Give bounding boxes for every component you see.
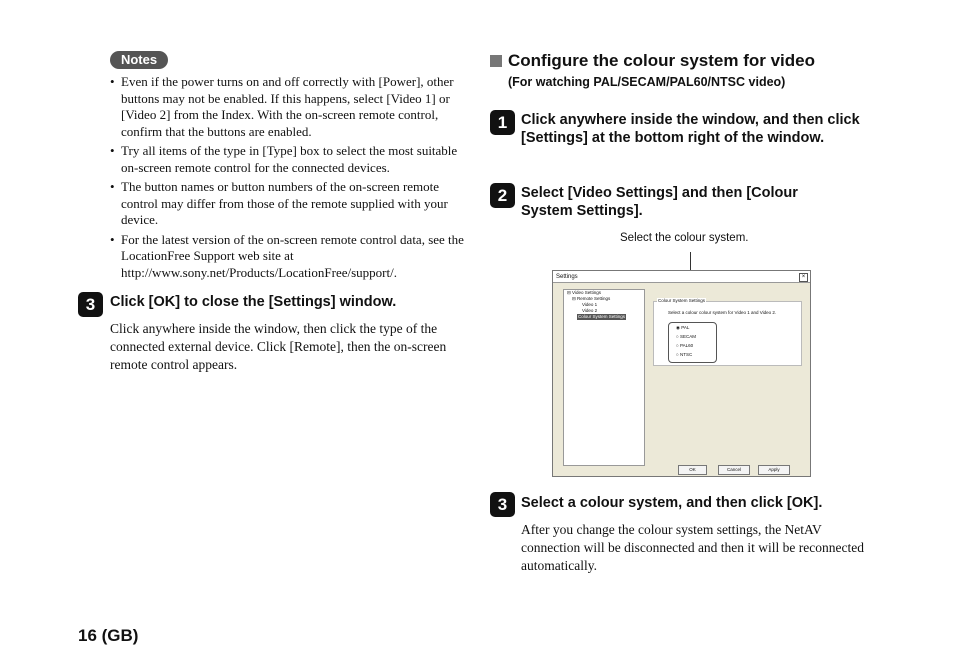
square-bullet-icon [490,55,502,67]
step-3-title-right: Select a colour system, and then click [OK]. [521,495,823,511]
tree-item-video-2[interactable]: Video 2 [582,308,598,313]
step-3-number-left: 3 [78,292,103,317]
settings-dialog [552,270,811,477]
colour-radio-group [676,323,696,359]
close-icon[interactable]: × [799,273,808,282]
step-2-number: 2 [490,183,515,208]
radio-pal60[interactable]: ○ PAL60 [676,343,694,348]
step-1-title: Click anywhere inside the window, and then click [Settings] at the bottom right of the window. [521,112,860,146]
tree-item-video-1[interactable]: Video 1 [582,302,598,307]
dialog-title: Settings [556,274,578,280]
radio-ntsc[interactable]: ○ NTSC [676,352,693,357]
note-item: • For the latest version of the on-screen remote control data, see the LocationFree Support web site at http://www.sony.net/Products/LocationFree/support/. [110,232,466,282]
step-1-number: 1 [490,110,515,135]
colour-system-group [653,298,802,366]
radio-pal[interactable]: ◉ PAL [676,325,690,330]
step-3-number-right: 3 [490,492,515,517]
section-title [490,51,815,71]
step-3-body-left: Click anywhere inside the window, then click the type of the connected external device. Click [Remote], then the on-screen remote control appears. [110,321,447,372]
step-3-body-right: After you change the colour system settings, the NetAV connection will be disconnected and then it will be reconnected automatically. [521,522,865,573]
notes-badge: Notes [110,51,168,69]
tree-item-video-settings[interactable]: ⊟ Video Settings [567,290,601,295]
note-item: • The button names or button numbers of the on-screen remote control may differ from those of the remote supplied with your device. [110,179,466,229]
cancel-button[interactable]: Cancel [718,465,750,475]
notes-list [110,74,466,284]
apply-button[interactable]: Apply [758,465,790,475]
note-item: • Even if the power turns on and off correctly with [Power], other buttons may not be enabled. If this happens, select [Video 1] or [Video 2] from the Index. With the on-screen remote control, confirm that the buttons are enabled. [110,74,466,140]
tree-item-colour-system[interactable]: Colour System Settings [578,314,626,319]
ok-button[interactable]: OK [678,465,707,475]
tree-item-remote-settings[interactable]: ⊟ Remote Settings [572,296,611,301]
note-item: • Try all items of the type in [Type] box to select the most suitable on-screen remote control for the connected devices. [110,143,466,176]
step-2-title: Select [Video Settings] and then [Colour System Settings]. [521,185,798,219]
step-3-title-left: Click [OK] to close the [Settings] window. [110,294,397,310]
section-title-text: Configure the colour system for video [508,51,815,70]
section-subtitle: (For watching PAL/SECAM/PAL60/NTSC video) [508,75,786,89]
settings-tree [563,289,645,466]
group-description: Select a colour colour system for Video 1 and Video 2. [668,310,777,315]
page-number: 16 (GB) [78,626,139,645]
figure-caption: Select the colour system. [620,232,749,244]
radio-secam[interactable]: ○ SECAM [676,334,696,339]
dialog-titlebar [553,271,810,283]
group-label: Colour System Settings [658,298,706,303]
